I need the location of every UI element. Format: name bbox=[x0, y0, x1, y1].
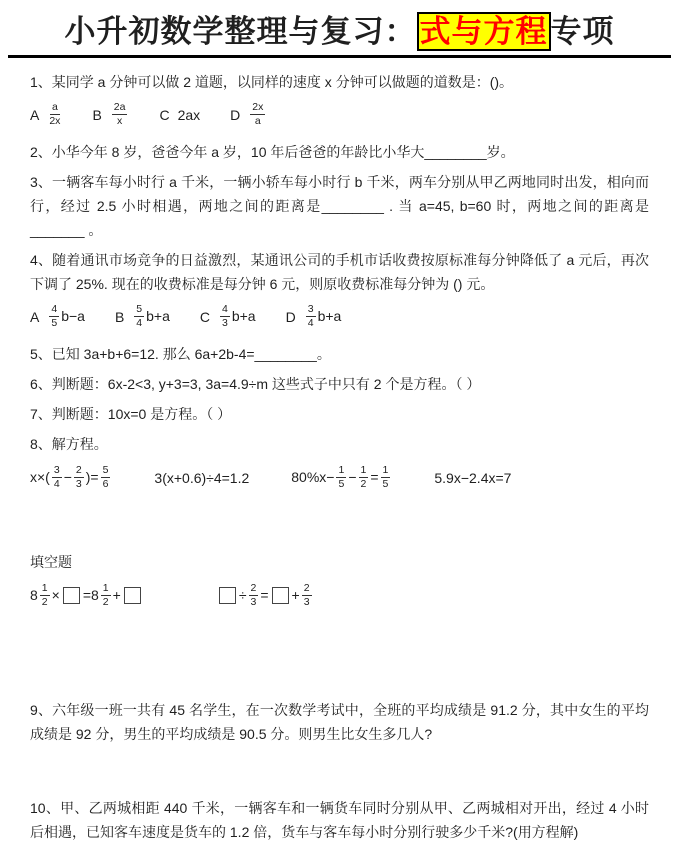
q1-option-c bbox=[159, 103, 200, 127]
question-9-text: 9、六年级一班一共有 45 名学生，在一次数学考试中，全班的平均成绩是 91.2 分，其中女生的平均成绩是 92 分，男生的平均成绩是 90.5 分。则男生比女生多几人? bbox=[30, 702, 649, 742]
fraction: $\frac{1}{5}$ bbox=[338, 463, 345, 490]
fraction: $\frac{2}{3}$ bbox=[75, 463, 82, 490]
fraction: $\frac{2a}{x}$ bbox=[113, 100, 126, 127]
fraction: $\frac{1}{2}$ bbox=[41, 581, 48, 608]
fraction: $\frac{1}{2}$ bbox=[102, 581, 109, 608]
q8-equation-3: 80%x− $\frac{1}{5}$ − $\frac{1}{2}$ = $\frac{1}{5}$ bbox=[291, 463, 389, 490]
q4-option-b bbox=[115, 304, 170, 330]
question-7-text: 7、判断题：10x=0 是方程。（ ） bbox=[30, 406, 232, 422]
q1-option-b bbox=[92, 102, 129, 128]
fraction: $\frac{1}{5}$ bbox=[382, 463, 389, 490]
fraction: $\frac{2}{3}$ bbox=[303, 581, 310, 608]
page-title bbox=[0, 0, 679, 51]
question-8-text: 8、解方程。 bbox=[30, 436, 108, 452]
q1-option-d-label: D bbox=[230, 106, 241, 123]
fill-in-section-heading: 填空题 bbox=[30, 554, 72, 570]
question-3-text: 3、一辆客车每小时行 a 千米，一辆小轿车每小时行 b 千米，两车分别从甲乙两地同时出发，相向而行，经过 2.5 小时相遇，两地之间的距离是________ . 当 a=45, b=60 时，两地之间的距离是_______ 。 bbox=[30, 174, 649, 238]
fraction: $\frac{3}{4}$ bbox=[307, 302, 314, 329]
fraction: $\frac{2x}{a}$ bbox=[252, 100, 264, 127]
q8-equation-1: x×( $\frac{3}{4}$ − $\frac{2}{3}$ )= $\frac{5}{6}$ bbox=[30, 463, 109, 490]
q4-option-b-label: B bbox=[114, 308, 125, 325]
blank-box bbox=[272, 587, 289, 604]
question-4-text: 4、随着通讯市场竞争的日益激烈，某通讯公司的手机市话收费按原标准每分钟降低了 a 元后，再次下调了 25%. 现在的收费标准是每分钟 6 元，则原收费标准每分钟为 () 元。 bbox=[30, 252, 649, 292]
fill-equation-1: 8 $\frac{1}{2}$ × =8 $\frac{1}{2}$ + bbox=[30, 583, 144, 609]
q1-option-d-expression bbox=[248, 102, 267, 128]
q4-option-d bbox=[286, 304, 342, 330]
q1-option-b-expression bbox=[110, 102, 130, 128]
q1-option-d bbox=[230, 102, 267, 128]
fill-in-equations bbox=[30, 580, 649, 612]
blank-box bbox=[219, 587, 236, 604]
page-title-suffix: 专项 bbox=[550, 14, 615, 49]
page-title-prefix: 小升初数学整理与复习： bbox=[64, 14, 417, 49]
question-1-text: 1、某同学 a 分钟可以做 2 道题，以同样的速度 x 分钟可以做题的道数是：()。 bbox=[30, 74, 514, 90]
fraction: $\frac{2}{3}$ bbox=[250, 581, 257, 608]
fraction: $\frac{4}{5}$ bbox=[51, 302, 58, 329]
blank-space-1 bbox=[30, 494, 649, 550]
blank-box bbox=[124, 587, 141, 604]
q4-option-c-expression: $\frac{4}{3}$ b+a bbox=[222, 302, 256, 329]
question-6-text: 6、判断题：6x-2<3, y+3=3, 3a=4.9÷m 这些式子中只有 2 个是方程。（ ） bbox=[30, 376, 481, 392]
blank-space-3 bbox=[30, 752, 649, 796]
q1-option-a bbox=[30, 102, 62, 128]
fraction: $\frac{5}{4}$ bbox=[136, 302, 143, 329]
q4-option-a bbox=[30, 304, 85, 330]
question-8-equations bbox=[30, 462, 649, 494]
q4-option-c bbox=[200, 304, 256, 330]
worksheet-content bbox=[0, 58, 679, 844]
q1-option-c-expression: 2ax bbox=[177, 107, 201, 123]
question-4-options bbox=[30, 302, 649, 332]
fraction: $\frac{a}{2x}$ bbox=[49, 100, 61, 127]
blank-box bbox=[63, 587, 80, 604]
q4-option-a-expression: $\frac{4}{5}$ b−a bbox=[51, 302, 85, 329]
q4-option-b-expression: $\frac{5}{4}$ b+a bbox=[136, 302, 170, 329]
fraction: $\frac{1}{2}$ bbox=[360, 463, 367, 490]
q4-option-c-label: C bbox=[199, 308, 210, 325]
q4-option-a-label: A bbox=[30, 308, 40, 325]
q1-option-b-label: B bbox=[92, 106, 102, 123]
page-title-highlight: 式与方程 bbox=[417, 12, 551, 51]
q1-option-a-label: A bbox=[30, 106, 40, 123]
q4-option-d-expression: $\frac{3}{4}$ b+a bbox=[307, 302, 342, 329]
question-10-text: 10、甲、乙两城相距 440 千米，一辆客车和一辆货车同时分别从甲、乙两城相对开出，经过 4 小时后相遇，已知客车速度是货车的 1.2 倍，货车与客车每小时分别行驶多少千米?(用方程解) bbox=[30, 800, 649, 840]
fraction: $\frac{3}{4}$ bbox=[53, 463, 60, 490]
question-1-options bbox=[30, 100, 649, 130]
q8-equation-4: 5.9x−2.4x=7 bbox=[434, 470, 512, 486]
blank-space-2 bbox=[30, 612, 649, 698]
q8-equation-2: 3(x+0.6)÷4=1.2 bbox=[154, 470, 250, 486]
question-2-text: 2、小华今年 8 岁，爸爸今年 a 岁，10 年后爸爸的年龄比小华大________岁。 bbox=[30, 144, 515, 160]
fraction: $\frac{4}{3}$ bbox=[222, 302, 228, 329]
question-5-text: 5、已知 3a+b+6=12. 那么 6a+2b-4=________。 bbox=[30, 346, 331, 362]
q1-option-c-label: C bbox=[159, 107, 170, 123]
fill-equation-2: ÷ $\frac{2}{3}$ = + $\frac{2}{3}$ bbox=[216, 583, 314, 609]
fraction: $\frac{5}{6}$ bbox=[102, 463, 109, 490]
q4-option-d-label: D bbox=[285, 308, 296, 325]
q1-option-a-expression bbox=[47, 102, 62, 128]
